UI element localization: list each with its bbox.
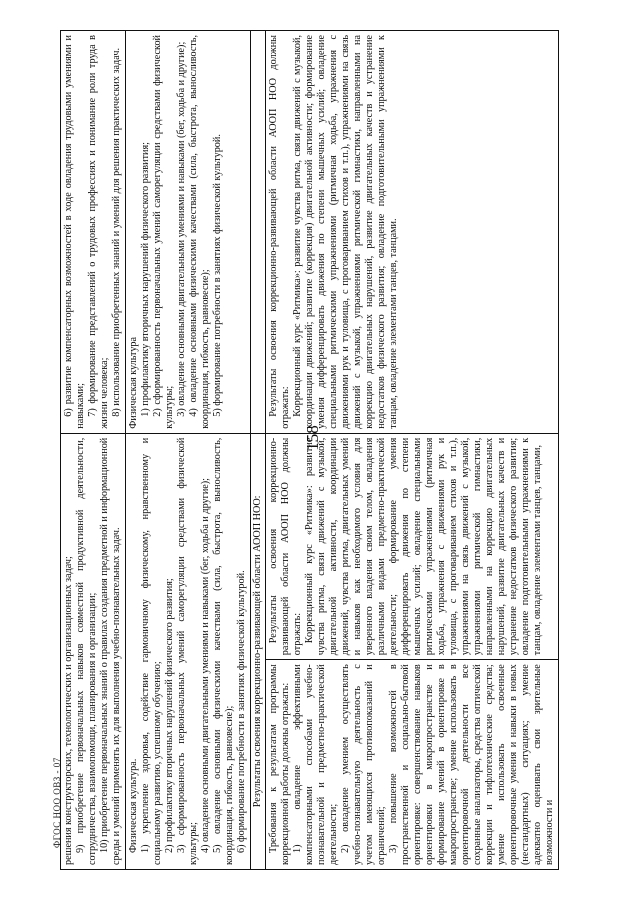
paragraph: 5) формирование потребности в занятиях физической культурой.	[212, 134, 223, 417]
block3-col2-cell	[266, 433, 559, 660]
paragraph: 3) сформированность первоначальных умений саморегуляции средствами физической культуры;	[176, 437, 199, 865]
paragraph: 6) развитие компенсаторных возможностей в ходе овладения трудовыми умениями и навыками;	[63, 35, 86, 429]
standards-table	[60, 30, 559, 870]
paragraph: решения конструкторских, технологических и организационных задач;	[63, 556, 74, 865]
page-number: 158	[302, 425, 322, 451]
paragraph: Результаты освоения коррекционно-развивающей области АООП НОО должны отражать:	[268, 437, 303, 656]
paragraph: 2) сформированность первоначальных умений саморегуляции средствами физической культуры;	[152, 35, 175, 429]
paragraph: 10) приобретение первоначальных знаний о правилах создания предметной и информационной среды и умений применять их для выполнения учебно-познавательных задач.	[99, 437, 122, 865]
paragraph: 2) профилактику вторичных нарушений физического развития;	[164, 578, 175, 853]
block3-col1-cell	[266, 660, 559, 870]
footer-code: ФГОС НОО ОВЗ - 07	[52, 757, 62, 848]
paragraph: 1) профилактику вторичных нарушений физического развития;	[140, 142, 151, 417]
block3-col3-cell	[266, 31, 559, 434]
paragraph: Физическая культура.	[128, 758, 139, 853]
paragraph: 6) формирование потребности в занятиях физической культурой.	[236, 570, 247, 853]
paragraph: Физическая культура	[128, 336, 139, 429]
empty-cell	[251, 31, 266, 434]
block2-right-cell	[126, 31, 251, 434]
paragraph: Коррекционный курс «Ритмика»: развитие чувства ритма, связи движений с музыкой, двигательной активности, координации движений, чувства ритма, двигательных умений и навыков как необходимого условия для уверенного владения своим телом, овладения различными видами предметно-практической деятельности; формирование умения дифференцировать движения по степени мышечных усилий; овладение специальными ритмическими упражнениями (ритмичная ходьба, упражнения с движениями рук и туловища, с проговариванием стихов и т.п.), упражнениями на связь движений с музыкой, упражнениями ритмической гимнастики, направленными на коррекцию двигательных нарушений, развитие двигательных качеств и устранение недостатков физического развития; овладение подготовительными упражнениями к танцам, овладение элементами танцев, танцами,	[304, 437, 543, 656]
paragraph: Результаты освоения коррекционно-развивающей области АООП НОО должны отражать:	[268, 35, 291, 429]
table-row	[251, 31, 266, 870]
paragraph: Требования к результатам программы коррекционной работы должны отражать:	[268, 664, 291, 865]
paragraph: 3) овладение основными двигательными умениями и навыками (бег, ходьба и другие);	[176, 41, 187, 417]
paragraph: Коррекционный курс «Ритмика»: развитие чувства ритма, связи движений с музыкой, координации движений; развитие (коррекция) двигательной активности; формирование умения дифференцировать движения по степени мышечных усилий; овладение специальными ритмическими упражнениями (ритмичная ходьба, упражнения с движениями рук и туловища, с проговариванием стихов и т.п.), упражнениями на связь движений с музыкой, упражнениями ритмической гимнастики, направленными на коррекцию двигательных нарушений, развитие двигательных качеств и устранение недостатков физического развития; овладение подготовительными упражнениями к танцам, овладение элементами танцев, танцами.	[292, 35, 399, 429]
paragraph: 4) овладение основными физическими качествами (сила, быстрота, выносливость, координация, гибкость, равновесие);	[188, 35, 211, 429]
paragraph: 7) формирование представлений о трудовых профессиях и понимание роли труда в жизни человека;	[87, 35, 110, 429]
paragraph: 1) укрепление здоровья, содействие гармоничному физическому, нравственному и социальному развитию, успешному обучению;	[140, 437, 163, 865]
block2-left-cell	[126, 433, 251, 869]
section-header: Результаты освоения коррекционно-развивающей области АООП НОО:	[251, 433, 266, 869]
block1-right-cell	[61, 31, 126, 434]
paragraph: 2) овладение умением осуществлять учебно-познавательную деятельность с учетом имеющихся противопоказаний и ограничений;	[340, 664, 387, 865]
paragraph: 9) приобретение первоначальных навыков совместной продуктивной деятельности, сотрудничества, взаимопомощи, планирования и организации;	[75, 437, 98, 865]
block1-left-cell	[61, 433, 126, 869]
paragraph: 5) овладение основными физическими качествами (сила, быстрота, выносливость, координация, гибкость, равновесие);	[212, 437, 235, 865]
paragraph: 1) овладение эффективными компенсаторными способами учебно-познавательной и предметно-практической деятельности;	[292, 664, 339, 865]
paragraph: 3) повышение возможностей в пространственной и социально-бытовой ориентировке: совершенствование навыков ориентировки в микропространстве и формирование умений в ориентировке в макропространстве; умение использовать в ориентировочной деятельности все сохранные анализаторы, средства оптической коррекции и тифлотехнические средства; умение использовать освоенные ориентировочные умения и навыки в новых (нестандартных) ситуациях; умение адекватно оценивать свои зрительные возможности и	[388, 664, 555, 865]
table-row	[61, 31, 126, 870]
table-row	[126, 31, 251, 870]
paragraph: 8) использование приобретенных знаний и умений для решения практических задач.	[111, 47, 122, 417]
table-row	[266, 31, 559, 870]
paragraph: 4) овладение основными двигательными умениями и навыками (бег, ходьба и другие);	[200, 477, 211, 853]
rotated-table-sheet	[60, 30, 580, 870]
